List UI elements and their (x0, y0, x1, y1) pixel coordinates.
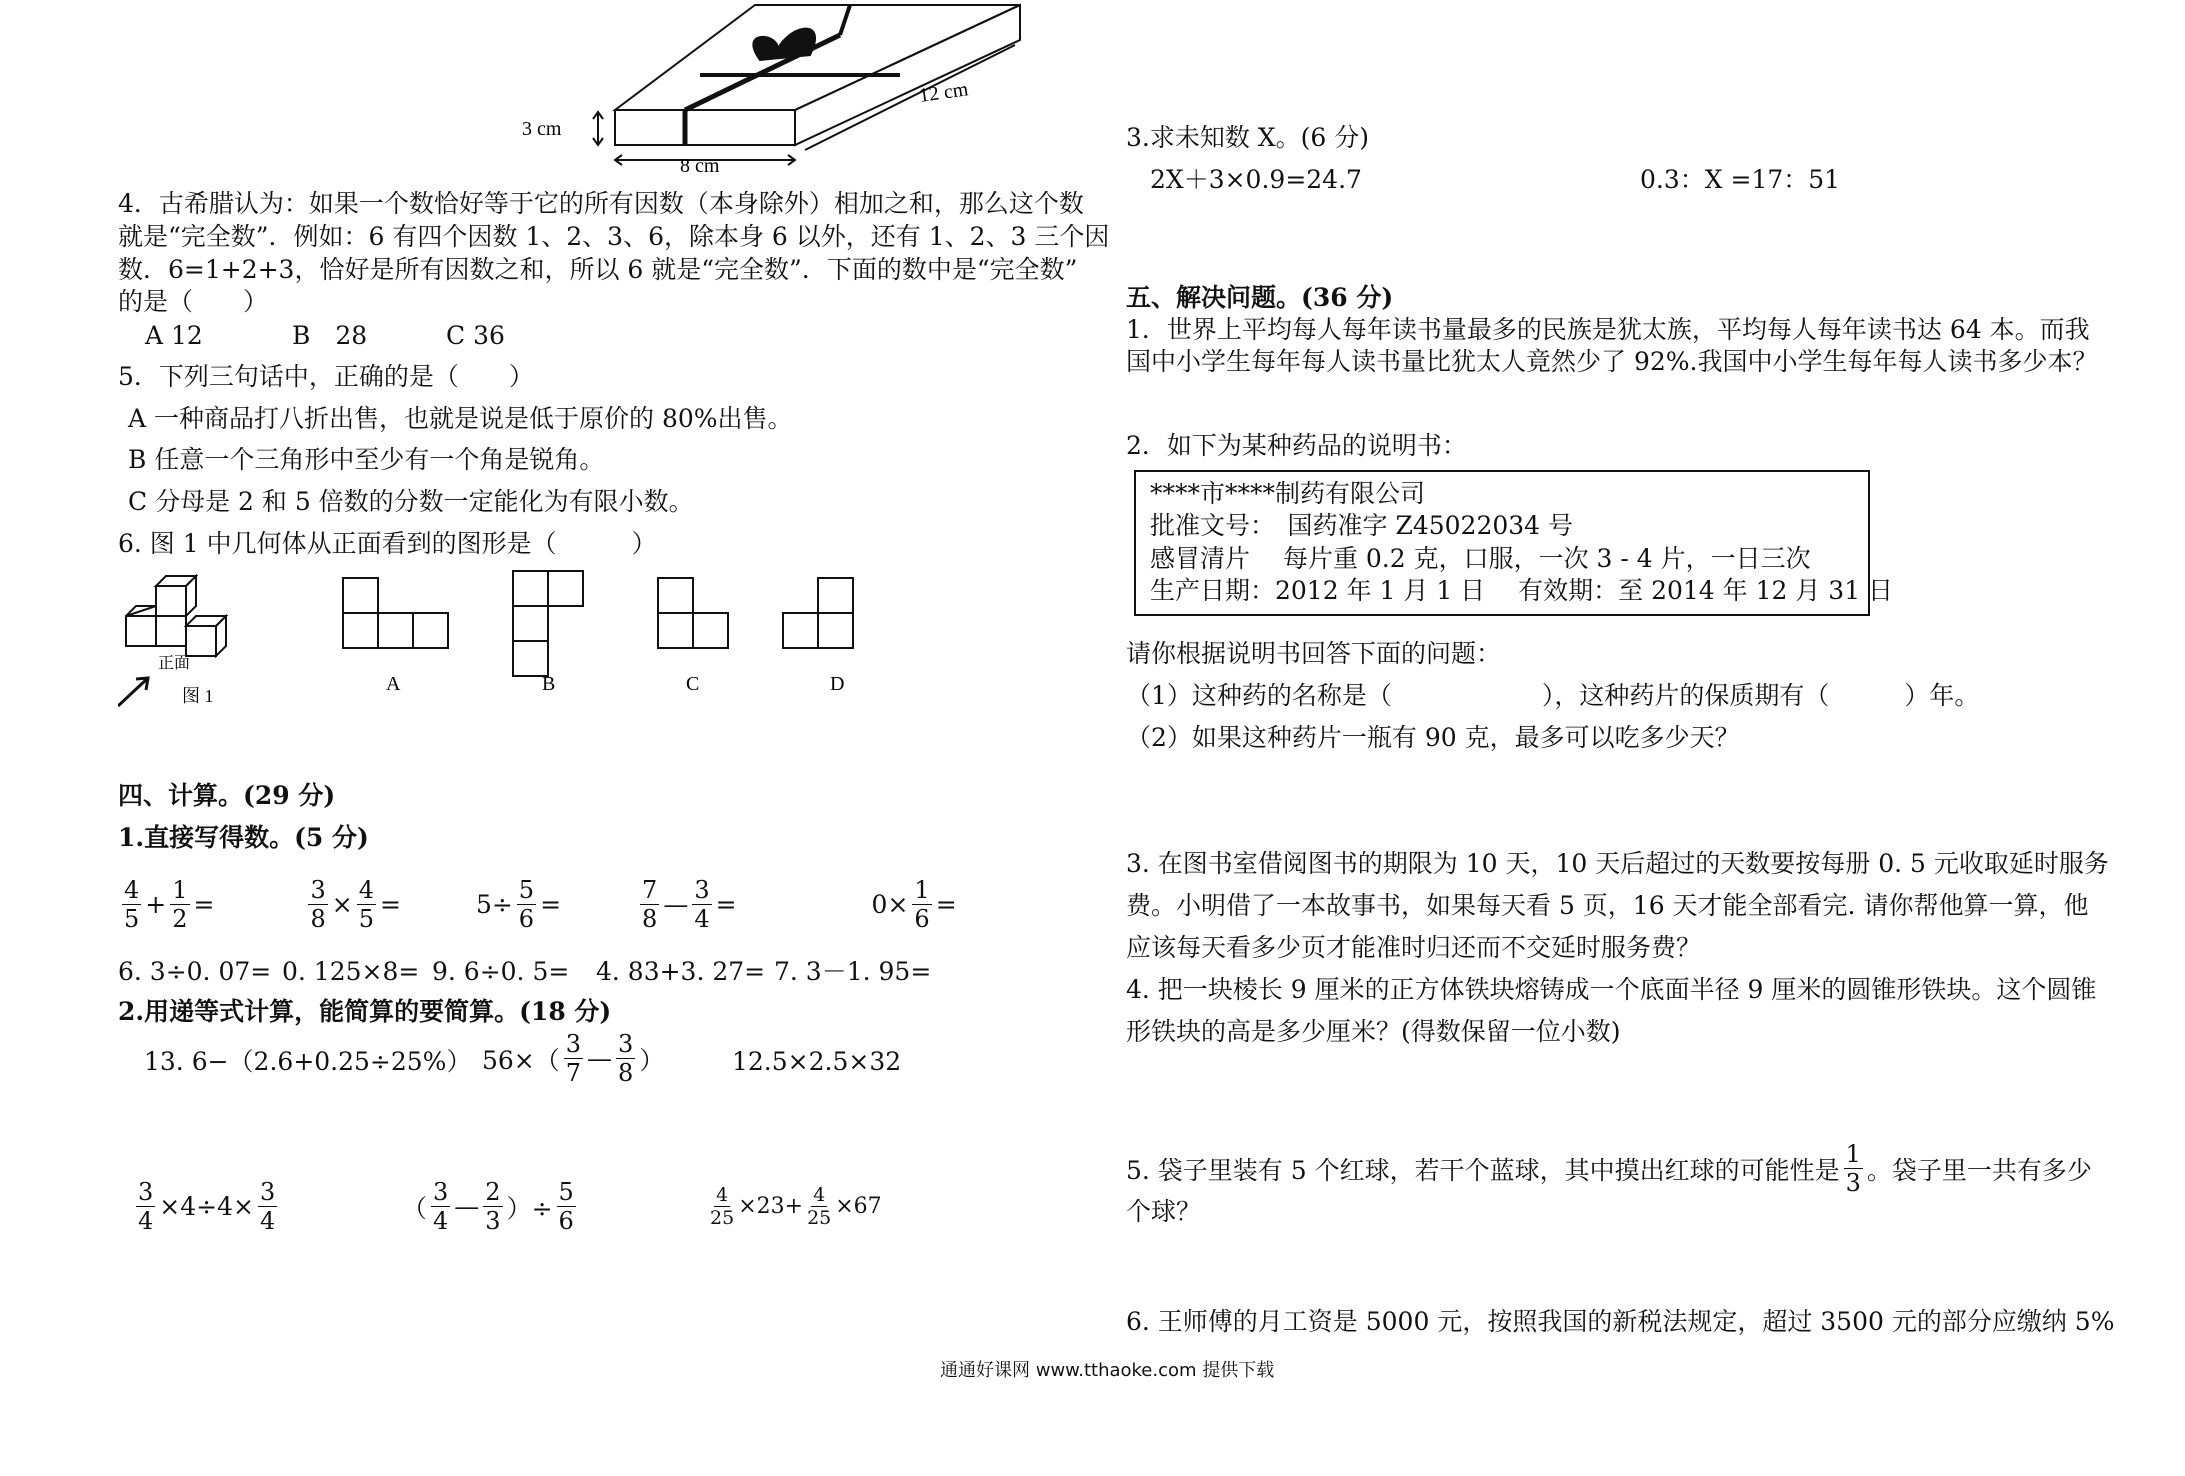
expr-suffix: ） (639, 1045, 665, 1075)
problem-1-line2: 国中小学生每年每人读书量比犹太人竟然少了 92%.我国中小学生每年每人读书多少本？ (1126, 347, 2098, 376)
q5-option-b: B 任意一个三角形中至少有一个角是锐角。 (128, 445, 605, 474)
operator: + (145, 890, 167, 919)
frac-den: 4 (259, 1207, 276, 1235)
problem-2-q2: （2）如果这种药片一瓶有 90 克，最多可以吃多少天？ (1126, 723, 1740, 752)
frac-den: 6 (558, 1207, 574, 1235)
equation-2: 0.3：X =17：51 (1640, 165, 1841, 194)
frac-den: 5 (124, 905, 140, 933)
problem-6-line1: 6. 王师傅的月工资是 5000 元，按照我国的新税法规定，超过 3500 元的部分应缴纳 5% (1126, 1307, 2115, 1336)
equals: = (540, 890, 562, 919)
frac-den: 4 (433, 1207, 449, 1235)
frac-num: 1 (914, 876, 930, 904)
problem-2-q1: （1）这种药的名称是（ ），这种药片的保质期有（ ）年。 (1126, 681, 1980, 710)
operator: — (454, 1192, 480, 1221)
q5-option-c: C 分母是 2 和 5 倍数的分数一定能化为有限小数。 (128, 487, 694, 516)
frac-num: 3 (618, 1030, 634, 1058)
frac-den: 25 (807, 1207, 832, 1229)
q4-line2: 就是“完全数”．例如：6 有四个因数 1、2、3、6，除本身 6 以外，还有 1、2、3 三个因 (118, 222, 1110, 251)
box-height-label: 3 cm (522, 118, 562, 140)
expr-middle: ）÷ (506, 1193, 553, 1223)
frac-num: 4 (813, 1184, 826, 1206)
frac-den: 7 (565, 1059, 582, 1087)
direct-calc-row-1 (118, 876, 957, 933)
frac-num: 3 (433, 1178, 449, 1206)
frac-den: 8 (642, 905, 658, 933)
problem-3-line3: 应该每天看多少页才能准时归还而不交延时服务费？ (1126, 933, 1702, 962)
expr-prefix: 56×（ (482, 1045, 560, 1075)
frac-den: 25 (710, 1207, 735, 1229)
operator: — (587, 1044, 613, 1073)
direct-calc-r2-4: 4. 83+3. 27= (596, 957, 766, 986)
frac-den: 6 (914, 905, 930, 933)
problem-5-text-end: 。袋子里一共有多少 (1866, 1155, 2092, 1185)
choice-c-label: C (686, 673, 700, 695)
frac-den: 6 (518, 905, 535, 933)
problem-5-text: 5. 袋子里装有 5 个红球，若干个蓝球，其中摸出红球的可能性是 (1126, 1155, 1840, 1185)
frac-den: 8 (310, 905, 326, 933)
expr-middle: ×23+ (738, 1194, 804, 1219)
expr-prefix: 5÷ (475, 890, 513, 919)
choice-b-label: B (542, 673, 556, 695)
gift-box-figure (510, 0, 1030, 175)
medicine-line-4: 生产日期：2012 年 1 月 1 日 有效期：至 2014 年 12 月 31 日 (1150, 576, 1894, 605)
part-2-title: 2.用递等式计算，能简算的要简算。(18 分) (118, 997, 612, 1026)
operator: × (331, 890, 353, 919)
problem-3-line2: 费。小明借了一本故事书，如果每天看 5 页，16 天才能全部看完. 请你帮他算一算，他 (1126, 891, 2089, 920)
direct-calc-r2-2: 0. 125×8= (282, 957, 420, 986)
figure-1-label: 图 1 (182, 686, 214, 706)
operator: — (663, 890, 689, 919)
frac-den: 3 (485, 1207, 501, 1235)
expr-2 (482, 1030, 664, 1087)
expr-4 (132, 1178, 281, 1235)
expr-1: 13. 6−（2.6+0.25÷25%） (144, 1047, 472, 1076)
frac-num: 2 (485, 1178, 501, 1206)
frac-num: 4 (124, 876, 140, 904)
problem-3-line1: 3. 在图书室借阅图书的期限为 10 天，10 天后超过的天数要按每册 0. 5 元收取延时服务 (1126, 849, 2109, 878)
box-length-label: 12 cm (917, 78, 970, 107)
frac-num: 3 (259, 1178, 276, 1206)
q6-figures (118, 566, 878, 716)
frac-den: 5 (358, 905, 374, 933)
frac-num: 3 (138, 1178, 154, 1206)
frac-num: 3 (694, 876, 710, 904)
expr-6 (706, 1184, 882, 1229)
frac-den: 4 (694, 905, 710, 933)
section-5-title: 五、解决问题。(36 分) (1126, 283, 1394, 312)
frac-den: 2 (172, 905, 188, 933)
medicine-line-1: ****市****制药有限公司 (1150, 479, 1426, 508)
expr-middle: ×4÷4× (159, 1192, 254, 1221)
frac-den: 8 (618, 1059, 634, 1087)
q5-stem: 5．下列三句话中，正确的是（ ） (118, 362, 534, 391)
expr-suffix: ×67 (835, 1194, 882, 1219)
problem-2-ask: 请你根据说明书回答下面的问题： (1126, 639, 1502, 668)
q4-option-b: B 28 (292, 321, 368, 350)
frac-num: 5 (518, 876, 535, 904)
direct-calc-r2-5: 7. 3－1. 95= (774, 957, 932, 986)
frac-num: 3 (565, 1030, 582, 1058)
q5-option-a: A 一种商品打八折出售，也就是说是低于原价的 80%出售。 (128, 404, 793, 433)
problem-1-line1: 1．世界上平均每人每年读书量最多的民族是犹太族，平均每人每年读书达 64 本。而我 (1126, 315, 2090, 344)
q4-line1: 4．古希腊认为：如果一个数恰好等于它的所有因数（本身除外）相加之和，那么这个数 (118, 189, 1084, 218)
frac-num: 4 (716, 1184, 729, 1206)
frac-num: 3 (310, 876, 326, 904)
expr-prefix: 0× (871, 890, 909, 919)
equals: = (935, 890, 957, 919)
direct-calc-r2-1: 6. 3÷0. 07= (118, 957, 272, 986)
box-width-label: 8 cm (680, 155, 720, 175)
part-1-title: 1.直接写得数。(5 分) (118, 823, 369, 852)
equals: = (193, 890, 215, 919)
q4-line3: 数．6=1+2+3，恰好是所有因数之和，所以 6 就是“完全数”．下面的数中是“完全数” (118, 255, 1078, 284)
choice-a-label: A (386, 673, 401, 695)
front-label: 正面 (158, 655, 191, 672)
equals: = (715, 890, 737, 919)
expr-3: 12.5×2.5×32 (732, 1047, 902, 1076)
section-4-title: 四、计算。(29 分) (118, 781, 336, 810)
direct-calc-r2-3: 9. 6÷0. 5= (432, 957, 570, 986)
problem-4-line1: 4. 把一块棱长 9 厘米的正方体铁块熔铸成一个底面半径 9 厘米的圆锥形铁块。这个圆锥 (1126, 975, 2097, 1004)
q4-option-c: C 36 (446, 321, 505, 350)
problem-2-stem: 2．如下为某种药品的说明书： (1126, 431, 1467, 460)
footer-credit: 通通好课网 www.tthaoke.com 提供下载 (940, 1360, 1275, 1381)
q4-option-a: A 12 (145, 321, 203, 350)
equals: = (379, 890, 401, 919)
medicine-line-2: 批准文号： 国药准字 Z45022034 号 (1150, 511, 1574, 540)
frac-num: 5 (558, 1178, 574, 1206)
problem-5-line2: 个球？ (1126, 1197, 1202, 1226)
q4-line4: 的是（ ） (118, 287, 269, 316)
expr-5 (402, 1178, 580, 1235)
part-3-title: 3.求未知数 X。(6 分) (1126, 123, 1369, 152)
frac-den: 4 (138, 1207, 154, 1235)
q6-stem: 6. 图 1 中几何体从正面看到的图形是（ ） (118, 529, 657, 558)
frac-num: 7 (642, 876, 658, 904)
frac-den: 3 (1845, 1169, 1861, 1197)
frac-num: 1 (1845, 1140, 1861, 1168)
medicine-line-3: 感冒清片 每片重 0.2 克，口服，一次 3 - 4 片，一日三次 (1150, 544, 1811, 573)
problem-5-line1 (1126, 1140, 2092, 1197)
frac-num: 4 (358, 876, 374, 904)
frac-num: 1 (172, 876, 188, 904)
choice-d-label: D (830, 673, 845, 695)
equation-1: 2X＋3×0.9=24.7 (1150, 165, 1362, 194)
expr-prefix: （ (402, 1193, 428, 1223)
problem-4-line2: 形铁块的高是多少厘米？(得数保留一位小数) (1126, 1017, 1621, 1046)
